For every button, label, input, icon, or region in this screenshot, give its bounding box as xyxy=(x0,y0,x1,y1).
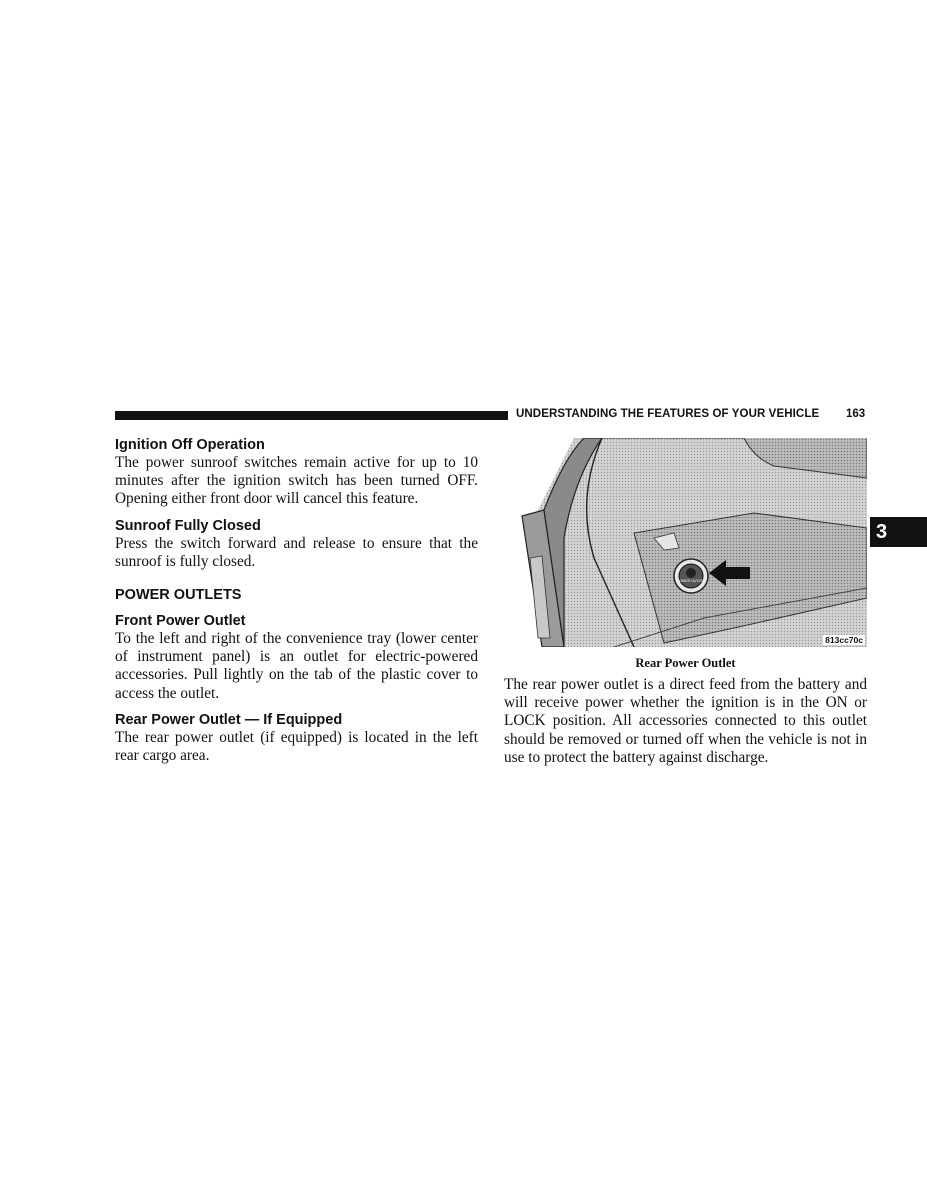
ignition-off-heading: Ignition Off Operation xyxy=(115,437,265,453)
chapter-tab: 3 xyxy=(870,517,927,547)
ignition-off-paragraph: The power sunroof switches remain active for up to 10 minutes after the ignition switch has been turned OFF. Opening either front door will cancel this feature. xyxy=(115,454,478,508)
figure-caption: Rear Power Outlet xyxy=(635,656,736,670)
rear-power-outlet-figure xyxy=(504,438,867,647)
rear-outlet-heading: Rear Power Outlet — If Equipped xyxy=(115,711,343,728)
figure-outlet-label: POWER OUTLET xyxy=(676,579,706,583)
left-column xyxy=(115,436,478,765)
rear-outlet-description: The rear power outlet is a direct feed from the battery and will receive power whether the ignition is in the ON or LOCK position. All accessories connected to this outlet should be removed or turned off when the vehicle is not in use to protect the battery against discharge. xyxy=(504,676,867,766)
power-outlets-heading: POWER OUTLETS xyxy=(115,587,242,604)
rear-outlet-paragraph: The rear power outlet (if equipped) is located in the left rear cargo area. xyxy=(115,728,478,765)
front-outlet-heading: Front Power Outlet xyxy=(115,613,246,630)
sunroof-closed-heading: Sunroof Fully Closed xyxy=(115,517,261,534)
figure-code: 813cc70c xyxy=(825,635,863,645)
front-outlet-paragraph: To the left and right of the convenience tray (lower center of instrument panel) is an outlet for electric-powered accessories. Pull lightly on the tab of the plastic cover to access the outlet. xyxy=(115,630,478,702)
page-number: 163 xyxy=(846,408,866,420)
running-header-title: UNDERSTANDING THE FEATURES OF YOUR VEHICLE xyxy=(516,408,820,420)
header-rule xyxy=(115,411,508,420)
sunroof-closed-paragraph: Press the switch forward and release to ensure that the sunroof is fully closed. xyxy=(115,534,478,570)
rear-cargo-illustration xyxy=(504,438,867,647)
right-column xyxy=(504,438,867,767)
